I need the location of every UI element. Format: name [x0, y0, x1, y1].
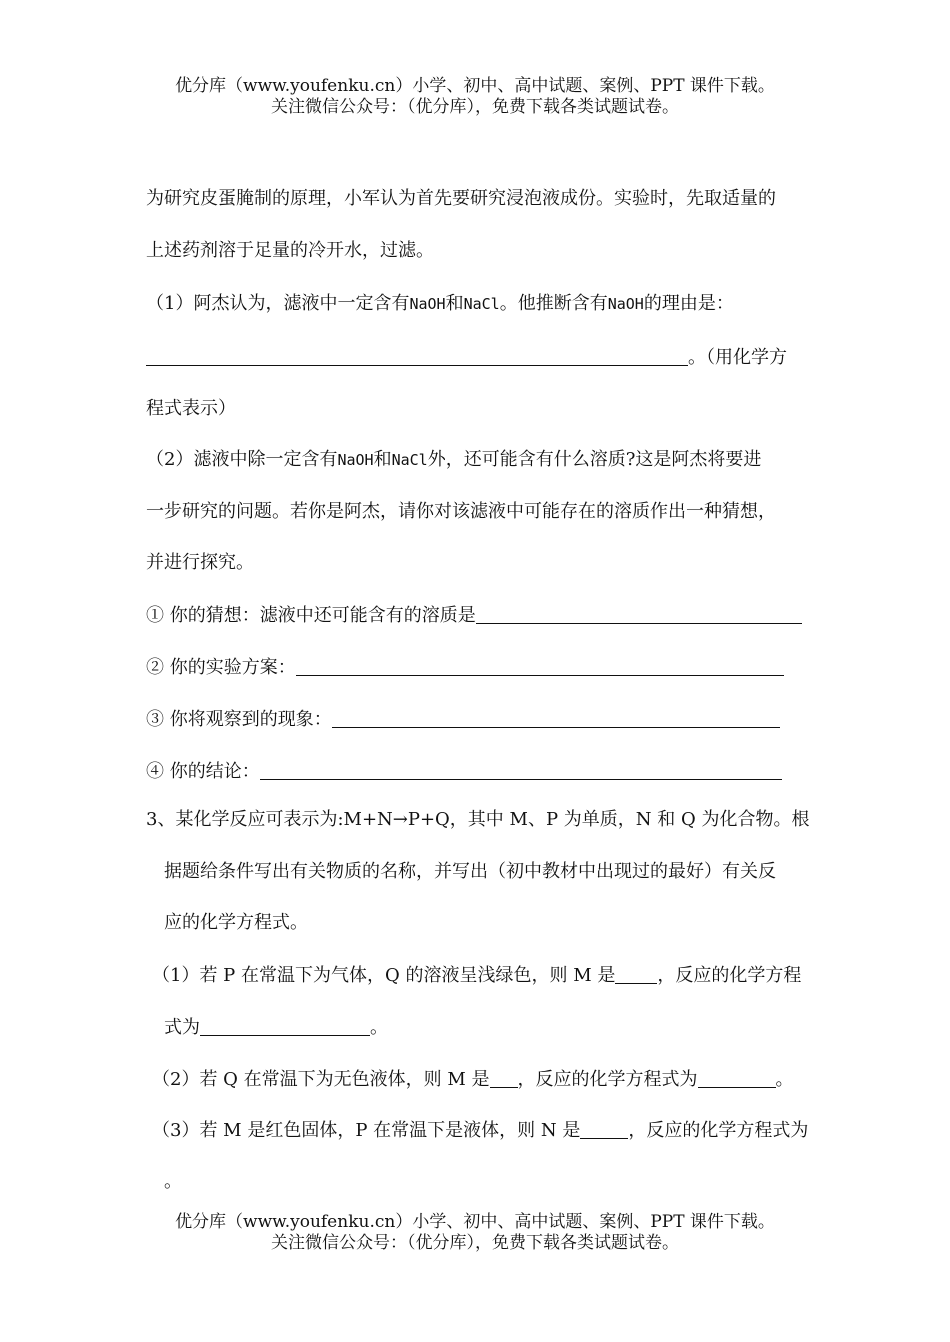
and-word: 和 [373, 449, 392, 470]
question-3-line-3: 应的化学方程式。 [164, 912, 308, 933]
question-3-3-line-1 [152, 1118, 808, 1143]
step-guess-label: ① 你的猜想：滤液中还可能含有的溶质是 [146, 605, 476, 626]
answer-blank-q3-3-n[interactable] [580, 1118, 628, 1139]
answer-blank-plan[interactable] [296, 655, 784, 676]
naoh-formula: NaOH [409, 295, 446, 313]
q3-3-prefix: （3）若 M 是红色固体，P 在常温下是液体，则 N 是 [152, 1120, 581, 1141]
question-3-1-line-2 [164, 1015, 388, 1040]
step-observation-label: ③ 你将观察到的现象： [146, 709, 332, 730]
page-footer [0, 1212, 950, 1254]
q2-suffix: 外，还可能含有什么溶质?这是阿杰将要进 [427, 449, 762, 470]
answer-blank-q1[interactable] [146, 345, 688, 366]
nacl-formula: NaCl [463, 295, 500, 313]
period: 。 [775, 1069, 794, 1090]
answer-blank-observation[interactable] [332, 707, 780, 728]
question-1-line-2 [146, 345, 787, 370]
question-3-3-line-2: 。 [164, 1171, 182, 1192]
and-word: 和 [445, 293, 464, 314]
period: 。 [370, 1017, 388, 1038]
nacl-formula: NaCl [391, 451, 428, 469]
q3-2-suffix: ，反应的化学方程式为 [517, 1069, 698, 1090]
question-2-line-3: 并进行探究。 [146, 552, 254, 573]
q3-2-prefix: （2）若 Q 在常温下为无色液体，则 M 是 [152, 1069, 490, 1090]
q3-1-equation-label: 式为 [164, 1017, 200, 1038]
step-guess [146, 603, 802, 628]
question-2-line-2: 一步研究的问题。若你是阿杰，请你对该滤液中可能存在的溶质作出一种猜想， [146, 501, 776, 522]
answer-blank-conclusion[interactable] [260, 759, 782, 780]
answer-blank-q3-1-equation[interactable] [200, 1015, 370, 1036]
q1-suffix: 的理由是： [643, 293, 734, 314]
step-observation [146, 707, 780, 732]
footer-line-1: 优分库（www.youfenku.cn）小学、初中、高中试题、案例、PPT 课件下载。 [175, 1212, 775, 1232]
naoh-formula: NaOH [607, 295, 644, 313]
step-conclusion-label: ④ 你的结论： [146, 761, 260, 782]
step-plan [146, 655, 784, 680]
q1-end: 。（用化学方 [688, 347, 787, 368]
q3-1-prefix: （1）若 P 在常温下为气体，Q 的溶液呈浅绿色，则 M 是 [152, 965, 616, 986]
answer-blank-q3-1-m[interactable] [615, 963, 657, 984]
q2-prefix: （2）滤液中除一定含有 [146, 449, 338, 470]
q1-mid: 。他推断含有 [499, 293, 608, 314]
answer-blank-q3-2-equation[interactable] [698, 1067, 776, 1088]
header-line-1: 优分库（www.youfenku.cn）小学、初中、高中试题、案例、PPT 课件下载。 [175, 76, 775, 96]
question-3-1-line-1 [152, 963, 801, 988]
question-2-line-1 [146, 448, 761, 472]
q1-prefix: （1）阿杰认为，滤液中一定含有 [146, 293, 410, 314]
step-conclusion [146, 759, 782, 784]
question-1-line-1 [146, 292, 734, 316]
question-3-line-1: 3、某化学反应可表示为:M+N→P+Q，其中 M、P 为单质，N 和 Q 为化合物。根 [146, 809, 810, 830]
question-3-line-2: 据题给条件写出有关物质的名称，并写出（初中教材中出现过的最好）有关反 [164, 861, 776, 882]
intro-line-2: 上述药剂溶于足量的冷开水，过滤。 [146, 240, 434, 261]
q3-3-suffix: ，反应的化学方程式为 [628, 1120, 809, 1141]
question-1-line-3: 程式表示） [146, 398, 236, 419]
q3-1-suffix: ，反应的化学方程 [657, 965, 802, 986]
answer-blank-q3-2-m[interactable] [490, 1067, 518, 1088]
question-3-2 [152, 1067, 794, 1092]
footer-line-2: 关注微信公众号：（优分库），免费下载各类试题试卷。 [271, 1233, 679, 1253]
page-header [0, 76, 950, 118]
answer-blank-guess[interactable] [476, 603, 802, 624]
naoh-formula: NaOH [337, 451, 374, 469]
intro-line-1: 为研究皮蛋腌制的原理，小军认为首先要研究浸泡液成份。实验时，先取适量的 [146, 188, 776, 209]
step-plan-label: ② 你的实验方案： [146, 657, 296, 678]
header-line-2: 关注微信公众号：（优分库），免费下载各类试题试卷。 [271, 97, 679, 117]
